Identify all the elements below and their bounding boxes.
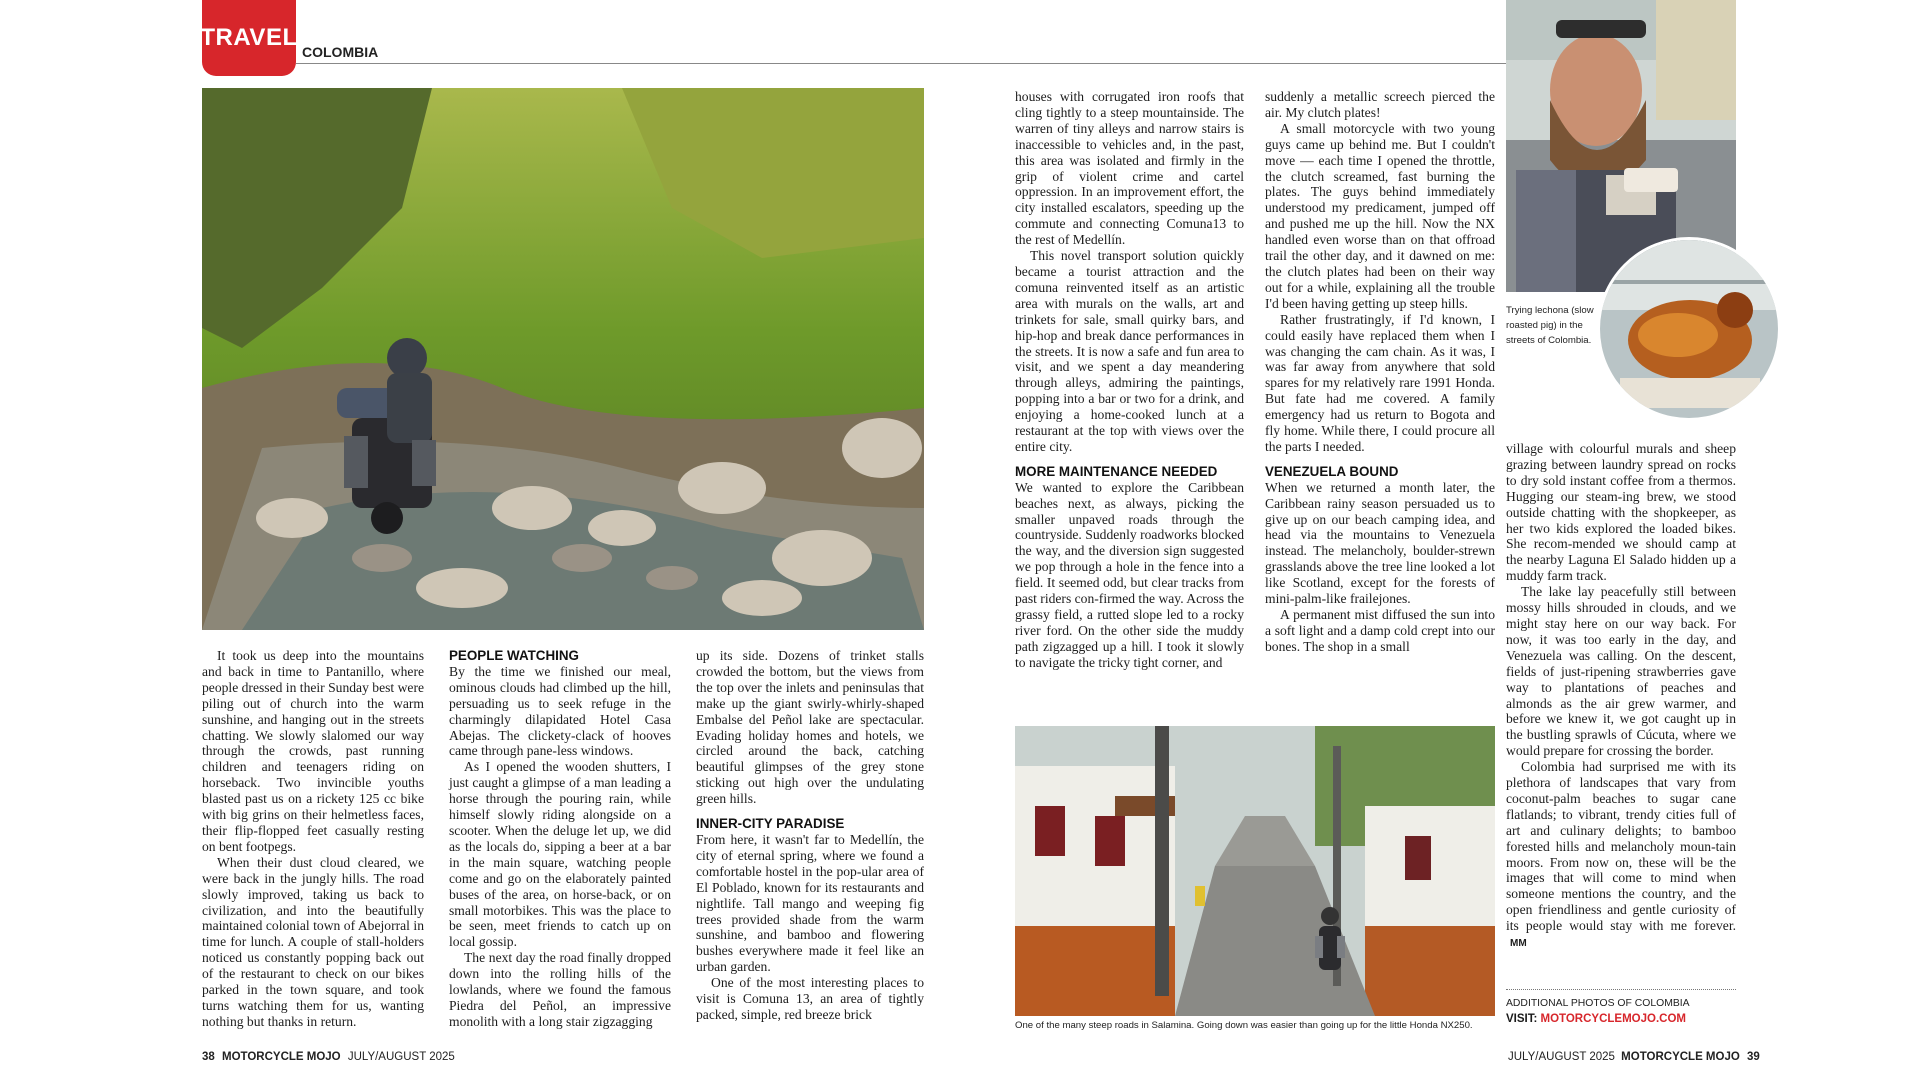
- paragraph: The next day the road finally dropped down into the rolling hills of the lowlands, where we found the famous Piedra del Peñol, an impressive monolith with a long stair zigzagging: [449, 950, 671, 1029]
- article-column-4: [1015, 89, 1244, 671]
- paragraph: A permanent mist diffused the sun into a soft light and a damp cold crept into our bones. The shop in a small: [1265, 607, 1495, 654]
- left-folio: [202, 1051, 455, 1063]
- subheading: INNER-CITY PARADISE: [696, 816, 845, 832]
- additional-photos-label: ADDITIONAL PHOTOS OF COLOMBIA: [1506, 998, 1690, 1009]
- paragraph: We wanted to explore the Caribbean beaches next, as always, picking the smaller unpaved roads through the countryside. Suddenly roadworks blocked the way, and the diversion sign suggested we pop through a hole in the fence into a field. It seemed odd, but clear tracks from past riders con-firmed the way. Across the grassy field, a rutted slope led to a rocky river ford. On the other side the muddy path zigzagged up a hill. I took it slowly to navigate the tricky tight corner, and: [1015, 479, 1245, 670]
- paragraph: The lake lay peacefully still between mossy hills shrouded in clouds, and we might stay here on our way back. For now, it was too early in the day, and Venezuela was calling. On the descent, fields of just-ripening strawberries gave way to plantations of peaches and almonds as the air grew warmer, and before we knew it, we got caught up in the bustling sprawls of Cúcuta, where we would prepare for crossing the border.: [1506, 584, 1736, 759]
- visit-line: [1506, 1013, 1686, 1025]
- article-column-1: [202, 648, 424, 1030]
- salamina-caption: One of the many steep roads in Salamina. Going down was easier than going up for the little Honda NX250.: [1015, 1020, 1473, 1031]
- paragraph: A small motorcycle with two young guys came up behind me. But I couldn't move — each time I opened the throttle, the clutch screamed, fast burning the plates. The guys behind immediately understood my predicament, jumped off and pushed me up the hill. Now the NX handled even worse than on that offroad trail the other day, and it dawned on me: the clutch plates had been on their way out for a while, explaining all the trouble I'd been having getting up steep hills.: [1265, 120, 1495, 311]
- paragraph: From here, it wasn't far to Medellín, the city of eternal spring, where we found a comfortable hostel in the pop-ular area of El Poblado, known for its restaurants and nightlife. Tall mango and weeping fig trees provided shade from the warm sunshine, and bamboo and flowering bushes everywhere made it feel like an urban garden.: [696, 831, 924, 975]
- paragraph: houses with corrugated iron roofs that cling tightly to a steep mountainside. The warren of tiny alleys and narrow stairs is inaccessible to vehicles and, in the past, this area was isolated and firmly in the grip of violent crime and cartel oppression. In an improvement effort, the city installed escalators, speeding up the commute and connecting Comuna13 to the rest of Medellín.: [1015, 89, 1244, 248]
- additional-photos-divider: [1506, 989, 1736, 990]
- visit-label: VISIT:: [1506, 1013, 1538, 1025]
- paragraph: When we returned a month later, the Caribbean rainy season persuaded us to give up on our beach camping idea, and head via the mountains to Venezuela instead. The melancholy, boulder-strewn grasslands above the tree line looked a lot like Scotland, except for the forests of mini-palm-like frailejones.: [1265, 479, 1495, 607]
- section-tab: TRAVEL: [202, 0, 296, 76]
- lechona-caption: Trying lechona (slow roasted pig) in the streets of Colombia.: [1506, 305, 1594, 346]
- article-column-3: [696, 648, 924, 1023]
- article-column-6: [1506, 441, 1736, 952]
- paragraph: up its side. Dozens of trinket stalls crowded the bottom, but the views from the top over the inlets and peninsulas that make up the giant swirly-whirly-shaped Embalse del Peñol lake are spectacular. Evading holiday homes and hotels, we circled around the back, catching beautiful glimpses of the grey stone sticking out high over the undulating green hills.: [696, 648, 924, 807]
- paragraph: By the time we finished our meal, ominous clouds had climbed up the hill, persuading us to seek refuge in the charmingly dilapidated Hotel Casa Abejas. The clickety-clack of hooves came through pane-less windows.: [449, 663, 671, 759]
- article-column-5: [1265, 89, 1495, 655]
- issue-left: JULY/AUGUST 2025: [347, 1051, 455, 1063]
- paragraph: As I opened the wooden shutters, I just caught a glimpse of a man leading a horse through the pouring rain, while himself slowly riding alongside on a scooter. When the deluge let up, we did as the locals do, sipping a beer at a bar in the main square, watching people come and go on the elaborately painted buses of the area, on horse-back, or on small motorbikes. This was the place to be seen, meet friends to catch up on local gossip.: [449, 759, 671, 950]
- section-name: COLOMBIA: [302, 44, 379, 60]
- page-number-right: 39: [1747, 1051, 1760, 1063]
- end-mark: MM: [1510, 938, 1527, 950]
- issue-right: JULY/AUGUST 2025: [1508, 1051, 1615, 1063]
- subheading: VENEZUELA BOUND: [1265, 463, 1399, 479]
- header-divider: [296, 63, 1508, 64]
- paragraph: This novel transport solution quickly became a tourist attraction and the comuna reinvented itself as an artistic area with murals on the walls, art and trinkets for sale, small quirky bars, and hip-hop and break dance performances in the streets. It is now a safe and fun area to visit, and we spent a day meandering through alleys, admiring the paintings, popping into a bar or two for a drink, and enjoying a home-cooked lunch at a restaurant at the top with views over the entire city.: [1015, 248, 1244, 454]
- paragraph: Rather frustratingly, if I'd known, I could easily have replaced them when I was changing the cam chain. As it was, I was far away from anywhere that sold spares for my relatively rare 1991 Honda. But fate had me covered. A family emergency had us return to Bogota and fly home. While there, I could procure all the parts I needed.: [1265, 311, 1495, 454]
- magazine-name-left: MOTORCYCLE MOJO: [222, 1051, 341, 1063]
- magazine-name-right: MOTORCYCLE MOJO: [1621, 1051, 1740, 1063]
- article-column-2: [449, 648, 671, 1030]
- paragraph: It took us deep into the mountains and back in time to Pantanillo, where people dressed in their Sunday best were piling out of church into the warm sunshine, and hanging out in the streets chatting. We slowly slalomed our way through the crowds, past running children and teenagers riding on horseback. Two invincible youths blasted past us on a rickety 125 cc bike with big grins on their helmetless faces, their flip-flopped feet casually resting on bent footpegs.: [202, 648, 424, 854]
- salamina-street-photo: [1015, 726, 1495, 1016]
- paragraph: village with colourful murals and sheep grazing between laundry spread on rocks to dry sold instant coffee from a thermos. Hugging our steam-ing brew, we stood outside chatting with the shopkeeper, as her two kids explored the loaded bikes. She recom-mended we should camp at the nearby Laguna El Salado hidden up a muddy farm track.: [1506, 441, 1736, 584]
- paragraph: [1506, 759, 1736, 952]
- river-crossing-photo: [202, 88, 924, 630]
- subheading: MORE MAINTENANCE NEEDED: [1015, 463, 1218, 479]
- page-number-left: 38: [202, 1051, 215, 1063]
- paragraph: One of the most interesting places to visit is Comuna 13, an area of tightly packed, simple, red breeze brick: [696, 975, 924, 1022]
- paragraph: suddenly a metallic screech pierced the air. My clutch plates!: [1265, 89, 1495, 120]
- lechona-inset-photo: [1597, 237, 1781, 421]
- visit-link[interactable]: MOTORCYCLEMOJO.COM: [1540, 1013, 1686, 1025]
- paragraph: When their dust cloud cleared, we were back in the jungly hills. The road slowly improved, taking us back to civilization, and into the beautifully maintained colonial town of Abejorral in time for lunch. A couple of stall-holders noticed us constantly popping back out of the restaurant to check on our bikes parked in the town square, and took turns watching them for us, wanting nothing but thanks in return.: [202, 854, 424, 1029]
- right-folio: [1508, 1051, 1760, 1063]
- subheading: PEOPLE WATCHING: [449, 648, 579, 663]
- paragraph-text: Colombia had surprised me with its plethora of landscapes that vary from coconut-palm beaches to sugar cane flatlands; to vibrant, trendy cities full of art and culinary delights; to bamboo forested hills and melancholy moun-tain moors. From now on, these will be the images that will come to mind when someone mentions the country, and the open friendliness and gentle curiosity of its people would stay with me forever.: [1506, 759, 1736, 934]
